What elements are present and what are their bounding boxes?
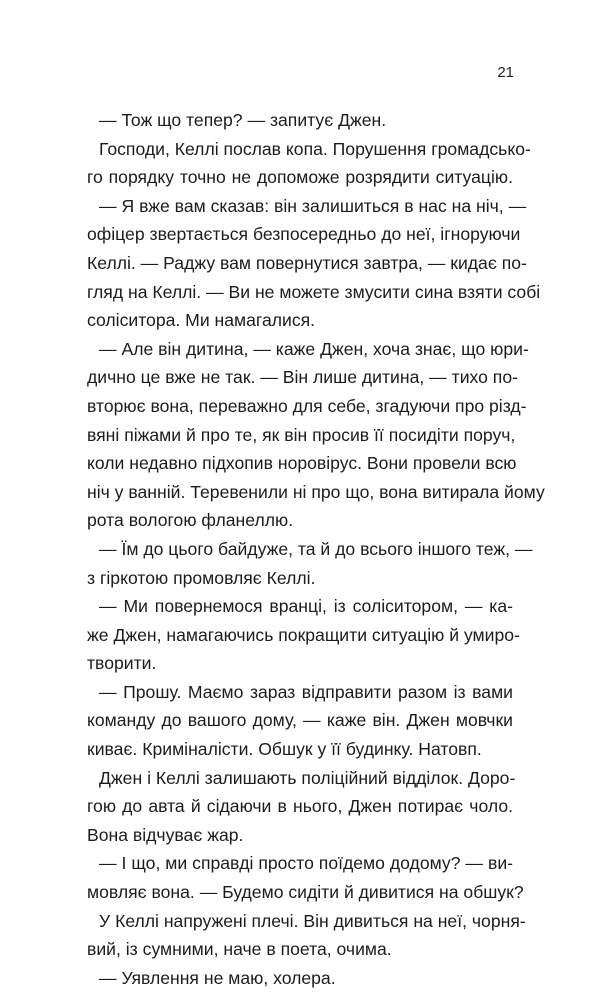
text-line: — Але він дитина, — каже Джен, хоча знає, що юри-	[99, 338, 529, 359]
text-line: Келлі. — Раджу вам повернутися завтра, — кидає по-	[87, 252, 527, 273]
text-line: Вона відчуває жар.	[87, 824, 244, 845]
text-line: — Прошу. Маємо зараз відправити разом із вами	[99, 681, 513, 702]
text-line: — Я вже вам сказав: він залишиться в нас на ніч, —	[99, 195, 527, 216]
text-line: — Тож що тепер? — запитує Джен.	[99, 110, 387, 130]
text-line: — Уявлення не маю, холера.	[99, 967, 336, 988]
text-line: з гіркотою промовляє Келлі.	[87, 567, 316, 588]
text-line: — І що, ми справді просто поїдемо додому? — ви-	[99, 853, 513, 874]
text-line: команду до вашого дому, — каже він. Джен мовчки	[87, 710, 513, 731]
text-line: офіцер звертається безпосередньо до неї, ігноруючи	[87, 224, 521, 245]
body-text	[87, 106, 545, 992]
text-line: Господи, Келлі послав копа. Порушення громадсько-	[99, 138, 531, 159]
page-number: 21	[497, 64, 514, 81]
text-line: же Джен, намагаючись покращити ситуацію й умиро-	[87, 624, 520, 645]
text-line: творити.	[87, 653, 157, 674]
text-line: гляд на Келлі. — Ви не можете змусити сина взяти собі	[87, 281, 541, 302]
text-line: — Ми повернемося вранці, із соліситором, — ка-	[99, 596, 513, 617]
text-line: гою до авта й сідаючи в нього, Джен потирає чоло.	[87, 796, 513, 817]
text-line: У Келлі напружені плечі. Він дивиться на неї, чорня-	[99, 910, 526, 931]
text-line: вяні піжами й про те, як він просив її посидіти поруч,	[87, 424, 516, 445]
text-line: дично це вже не так. — Він лише дитина, — тихо по-	[87, 367, 518, 388]
text-line: — Їм до цього байдуже, та й до всього іншого теж, —	[99, 538, 533, 559]
text-line: Джен і Келлі залишають поліційний відділок. Доро-	[99, 767, 516, 788]
text-line: ніч у ванній. Теревенили ні про що, вона витирала йому	[87, 481, 545, 502]
text-line: вторює вона, переважно для себе, згадуючи про різд-	[87, 395, 527, 416]
text-line: киває. Криміналісти. Обшук у її будинку. Натовп.	[87, 739, 482, 760]
text-line: го порядку точно не допоможе розрядити ситуацію.	[87, 167, 513, 188]
text-line: коли недавно підхопив норовірус. Вони провели всю	[87, 453, 517, 474]
text-line: мовляє вона. — Будемо сидіти й дивитися на обшук?	[87, 882, 524, 903]
text-line: рота вологою фланеллю.	[87, 510, 294, 531]
text-line: соліситора. Ми намагалися.	[87, 310, 316, 331]
text-line: вий, із сумними, наче в поета, очима.	[87, 939, 392, 960]
